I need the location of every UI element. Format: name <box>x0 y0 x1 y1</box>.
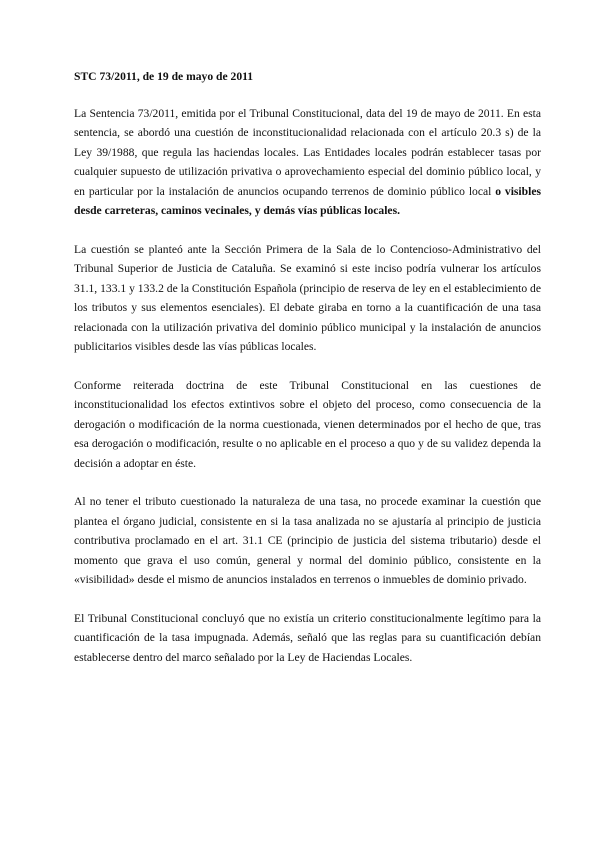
paragraph-3 <box>74 376 541 473</box>
paragraph-4 <box>74 492 541 589</box>
paragraph-4-text: Al no tener el tributo cuestionado la naturaleza de una tasa, no procede examinar la cuestión que plantea el órgano judicial, consistente en si la tasa analizada no se ajustaría al principio de justicia contributiva proclamado en el art. 31.1 CE (principio de justicia del sistema tributario) desde el momento que grava el uso común, general y normal del dominio público, consistente en la «visibilidad» desde el mismo de anuncios instalados en terrenos o inmuebles de dominio privado. <box>74 495 541 587</box>
paragraph-5-text: El Tribunal Constitucional concluyó que no existía un criterio constitucionalmente legítimo para la cuantificación de la tasa impugnada. Además, señaló que las reglas para su cuantificación debían establecerse dentro del marco señalado por la Ley de Haciendas Locales. <box>74 611 541 664</box>
paragraph-2-text: La cuestión se planteó ante la Sección Primera de la Sala de lo Contencioso-Administrativo del Tribunal Superior de Justicia de Cataluña. Se examinó si este inciso podría vulnerar los artículos 31.1, 133.1 y 133.2 de la Constitución Española (principio de reserva de ley en el establecimiento de los tributos y sus elementos esenciales). El debate giraba en torno a la cuantificación de una tasa relacionada con la utilización privativa del dominio público municipal y la instalación de anuncios publicitarios visibles desde las vías públicas locales. <box>74 242 541 353</box>
paragraph-1 <box>74 104 541 220</box>
paragraph-2 <box>74 240 541 356</box>
paragraph-3-text: Conforme reiterada doctrina de este Tribunal Constitucional en las cuestiones de inconstitucionalidad los efectos extintivos sobre el objeto del proceso, como consecuencia de la derogación o modificación de la norma cuestionada, vienen determinados por el hecho de que, tras esa derogación o modificación, resulte o no aplicable en el proceso a quo y de su validez dependa la decisión a adoptar en éste. <box>74 378 541 470</box>
paragraph-5 <box>74 609 541 667</box>
document-page <box>74 68 541 667</box>
paragraph-1-bold-text: o visibles desde carreteras, caminos vecinales, y demás vías públicas locales. <box>74 184 541 218</box>
document-title: STC 73/2011, de 19 de mayo de 2011 <box>74 70 254 83</box>
paragraph-1-text: La Sentencia 73/2011, emitida por el Tribunal Constitucional, data del 19 de mayo de 2011. En esta sentencia, se abordó una cuestión de inconstitucionalidad relacionada con el artículo 20.3 s) de la Ley 39/1988, que regula las haciendas locales. Las Entidades locales podrán establecer tasas por cualquier supuesto de utilización privativa o aprovechamiento especial del dominio público local, y en particular por la instalación de anuncios ocupando terrenos de dominio público local <box>74 107 541 198</box>
